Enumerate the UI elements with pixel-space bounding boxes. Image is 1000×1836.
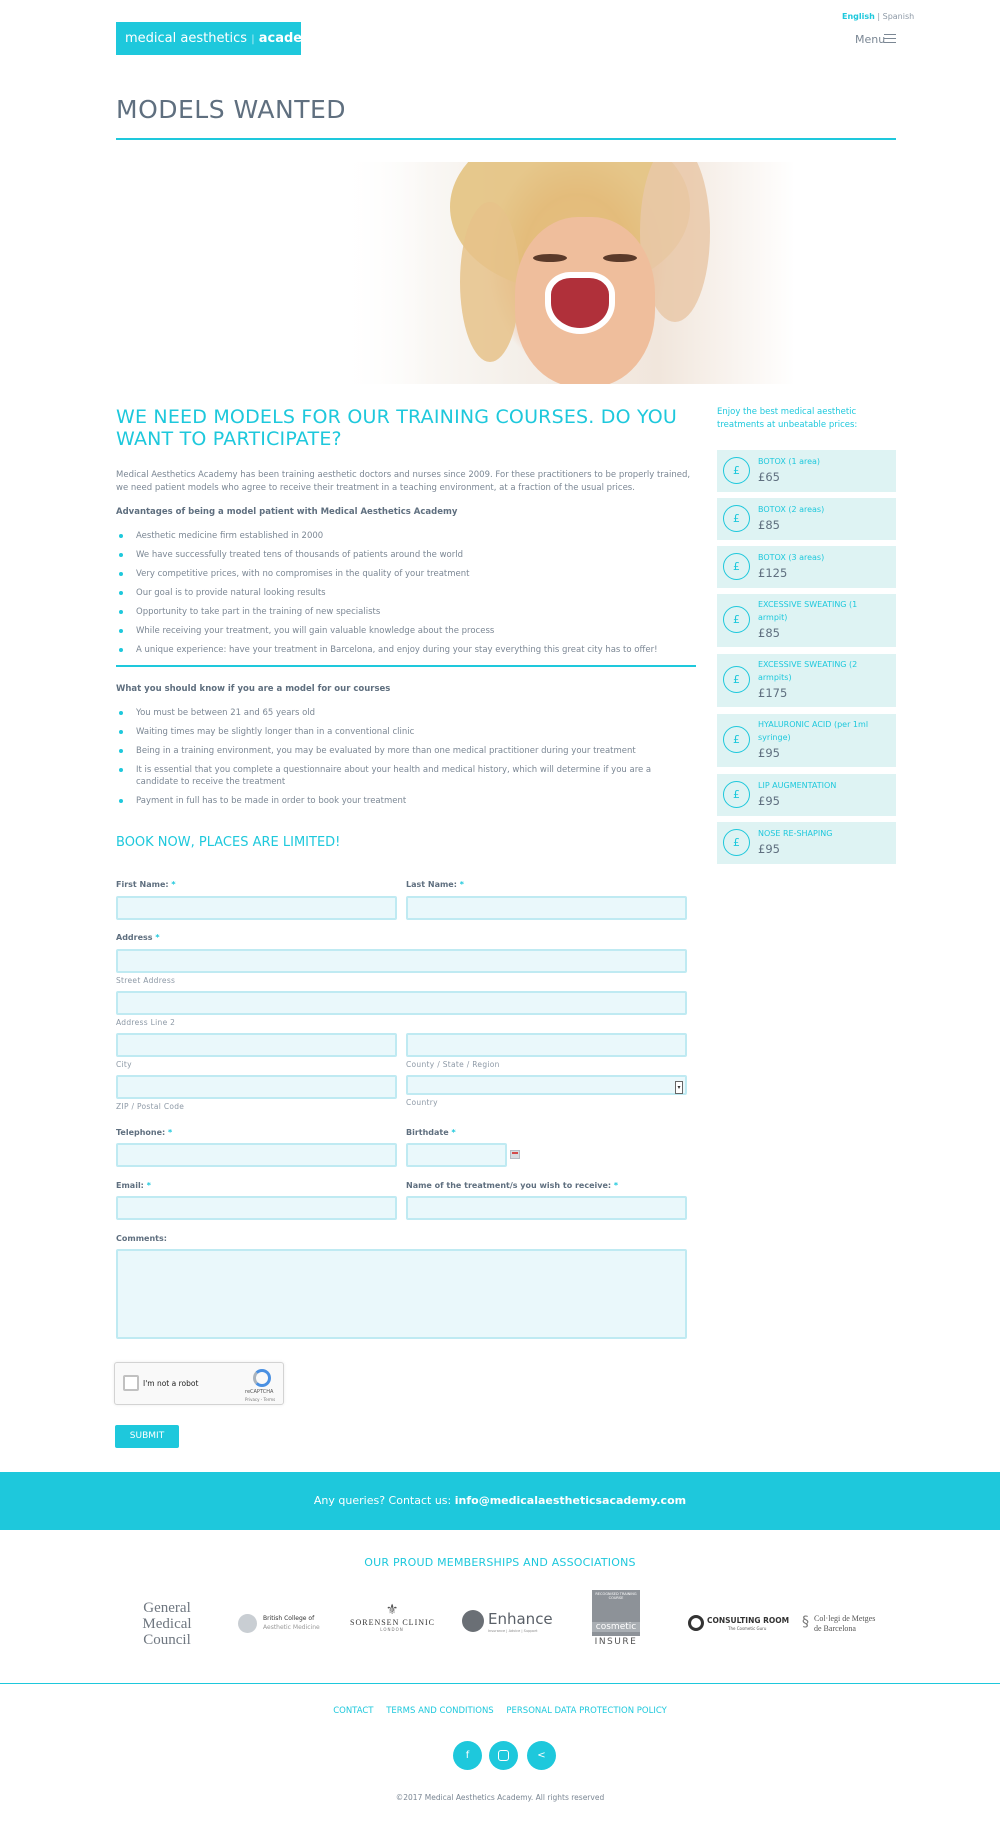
list-item: Aesthetic medicine firm established in 2000 [116, 530, 696, 542]
contact-band [0, 1472, 1000, 1530]
last-name-label-text: Last Name: [406, 880, 457, 889]
menu-label: Menu [855, 33, 886, 46]
enhance-logo [462, 1610, 553, 1640]
know-list [116, 707, 696, 807]
treatment-price: £95 [758, 794, 780, 808]
hero-eye-left [533, 254, 567, 262]
enhance-sub: Insurance | Advice | Support [488, 1629, 538, 1633]
pound-icon: £ [723, 781, 750, 808]
required-mark: * [155, 933, 160, 942]
treatment-price: £125 [758, 566, 788, 580]
list-item: You must be between 21 and 65 years old [116, 707, 696, 719]
treatment-name: LIP AUGMENTATION [758, 781, 837, 790]
pound-icon: £ [723, 726, 750, 753]
treatment-name: NOSE RE-SHAPING [758, 829, 833, 838]
price-card[interactable] [717, 654, 896, 707]
treatment-price: £95 [758, 842, 780, 856]
first-name-label-text: First Name: [116, 880, 169, 889]
price-card[interactable] [717, 498, 896, 540]
hero-image [340, 162, 795, 384]
consulting-room-emblem-icon [688, 1615, 704, 1631]
lang-spanish-link[interactable]: Spanish [882, 12, 915, 21]
zip-input[interactable] [116, 1075, 397, 1099]
address-line2-hint: Address Line 2 [116, 1018, 176, 1027]
know-title: What you should know if you are a model for our courses [116, 684, 391, 694]
sorensen-emblem-icon: ⚜ [385, 1602, 399, 1618]
pound-icon: £ [723, 553, 750, 580]
treatment-name: EXCESSIVE SWEATING (1 armpit) [758, 600, 858, 622]
telephone-label-text: Telephone: [116, 1128, 166, 1137]
address-label-text: Address [116, 933, 153, 942]
gmc-line: Council [143, 1632, 191, 1648]
list-item: A unique experience: have your treatment in Barcelona, and enjoy during your stay everything this great city has to offer! [116, 644, 696, 656]
advantages-title: Advantages of being a model patient with Medical Aesthetics Academy [116, 507, 458, 517]
last-name-input[interactable] [406, 896, 687, 920]
list-item: Payment in full has to be made in order to book your treatment [116, 795, 696, 807]
logo-text-strong: academy [258, 31, 325, 46]
consulting-room-name: CONSULTING ROOM [707, 1616, 790, 1625]
memberships-logos [0, 1592, 1000, 1652]
language-switcher [842, 12, 914, 21]
treatment-name: BOTOX (1 area) [758, 457, 821, 466]
instagram-glyph [498, 1750, 509, 1761]
email-input[interactable] [116, 1196, 397, 1220]
email-label [116, 1181, 151, 1190]
recaptcha-logo-icon [253, 1369, 271, 1387]
required-mark: * [451, 1128, 456, 1137]
sidebar-intro: Enjoy the best medical aesthetic treatments at unbeatable prices: [717, 407, 858, 430]
book-title: BOOK NOW, PLACES ARE LIMITED! [116, 835, 341, 850]
list-item: Our goal is to provide natural looking results [116, 587, 696, 599]
instagram-icon[interactable] [489, 1741, 518, 1770]
consulting-room-logo [688, 1614, 790, 1636]
cosmetic-badge-word: cosmetic [592, 1622, 640, 1632]
col-metges-emblem-icon: § [802, 1614, 809, 1630]
select-arrow-icon: ▾ [675, 1081, 683, 1094]
know-section [116, 684, 696, 814]
treatment-price: £65 [758, 470, 780, 484]
col-metges-line: de Barcelona [814, 1624, 856, 1633]
bcam-logo [238, 1612, 328, 1638]
footer-divider [0, 1683, 1000, 1684]
list-item: Waiting times may be slightly longer than in a conventional clinic [116, 726, 696, 738]
last-name-label [406, 880, 464, 889]
contact-email-link[interactable]: info@medicalaestheticsacademy.com [454, 1494, 687, 1507]
first-name-input[interactable] [116, 896, 397, 920]
cosmetic-insure-logo [592, 1590, 640, 1647]
required-mark: * [146, 1181, 151, 1190]
sorensen-logo [350, 1602, 434, 1632]
email-label-text: Email: [116, 1181, 144, 1190]
comments-label: Comments: [116, 1234, 167, 1243]
sorensen-name: SORENSEN CLINIC [350, 1618, 436, 1627]
address-line2-input[interactable] [116, 991, 687, 1015]
country-select[interactable] [406, 1075, 687, 1095]
submit-button[interactable]: SUBMIT [115, 1425, 179, 1448]
street-address-hint: Street Address [116, 976, 176, 985]
memberships-title: OUR PROUD MEMBERSHIPS AND ASSOCIATIONS [364, 1556, 636, 1569]
bcam-line: Aesthetic Medicine [263, 1624, 320, 1631]
treatment-price: £85 [758, 518, 780, 532]
hero-hair-left [460, 202, 520, 362]
footer-link-contact[interactable]: CONTACT [333, 1706, 374, 1716]
pound-icon: £ [723, 829, 750, 856]
county-hint: County / State / Region [406, 1060, 500, 1069]
section-divider [116, 665, 696, 667]
main-headline: WE NEED MODELS FOR OUR TRAINING COURSES. DO YOU WANT TO PARTICIPATE? [116, 406, 678, 450]
intro-paragraph: Medical Aesthetics Academy has been training aesthetic doctors and nurses since 2009. For these practitioners to be properly trained, we need patient models who agree to receive their treatment in a teaching environment, at a fraction of the usual prices. [116, 470, 691, 493]
treatment-name: EXCESSIVE SWEATING (2 armpits) [758, 660, 858, 682]
list-item: We have successfully treated tens of thousands of patients around the world [116, 549, 696, 561]
required-mark: * [613, 1181, 619, 1190]
facebook-icon[interactable]: f [453, 1741, 482, 1770]
required-mark: * [171, 880, 176, 889]
cosmetic-badge-top: RECOGNISED TRAINING COURSE [595, 1592, 637, 1600]
treatment-price: £175 [758, 686, 788, 700]
cosmetic-badge [592, 1590, 640, 1636]
price-card[interactable] [717, 774, 896, 816]
list-item: Opportunity to take part in the training of new specialists [116, 606, 696, 618]
title-divider [116, 138, 896, 140]
treatment-name: BOTOX (3 areas) [758, 553, 825, 562]
required-mark: * [168, 1128, 173, 1137]
country-hint: Country [406, 1098, 438, 1107]
telephone-label [116, 1128, 172, 1137]
birthdate-label-text: Birthdate [406, 1128, 449, 1137]
street-address-input[interactable] [116, 949, 687, 973]
advantages-list [116, 530, 696, 656]
price-card[interactable] [717, 450, 896, 492]
city-hint: City [116, 1060, 132, 1069]
enhance-emblem-icon [462, 1610, 484, 1632]
contact-text: Any queries? Contact us: [313, 1494, 455, 1507]
hero-mouth [545, 272, 615, 334]
address-label [116, 933, 160, 942]
logo-pipe: | [251, 34, 255, 45]
lang-separator: | [874, 12, 883, 21]
enhance-name: Enhance [488, 1610, 553, 1628]
col-metges-logo [802, 1612, 892, 1638]
logo-text-light: medical aesthetics [125, 31, 248, 46]
county-input[interactable] [406, 1033, 687, 1057]
city-input[interactable] [116, 1033, 397, 1057]
birthdate-input[interactable] [406, 1143, 507, 1167]
treatment-price: £85 [758, 626, 780, 640]
pound-icon: £ [723, 457, 750, 484]
site-logo[interactable] [116, 22, 325, 55]
required-mark: * [459, 880, 464, 889]
page-title: MODELS WANTED [116, 95, 347, 124]
treatment-name: HYALURONIC ACID (per 1ml syringe) [758, 720, 869, 742]
footer-link-privacy[interactable]: PERSONAL DATA PROTECTION POLICY [506, 1706, 667, 1716]
list-item: It is essential that you complete a questionnaire about your health and medical history, which will determine if you are a candidate to receive the treatment [116, 764, 696, 788]
bcam-line: British College of [263, 1615, 315, 1622]
pound-icon: £ [723, 505, 750, 532]
gmc-line: General [143, 1600, 191, 1616]
birthdate-label [406, 1128, 456, 1137]
calendar-icon[interactable] [510, 1150, 520, 1159]
first-name-label [116, 880, 176, 889]
list-item: Being in a training environment, you may be evaluated by more than one medical practitioner during your treatment [116, 745, 696, 757]
treatment-label [406, 1181, 618, 1190]
consulting-room-sub: The Cosmetic Guru [728, 1626, 767, 1631]
main-content [116, 406, 696, 663]
price-card[interactable] [717, 594, 896, 647]
footer-link-terms[interactable]: TERMS AND CONDITIONS [386, 1706, 494, 1716]
telephone-input[interactable] [116, 1143, 397, 1167]
lang-english-link[interactable]: English [842, 12, 875, 21]
price-card[interactable] [717, 822, 896, 864]
recaptcha-brand: reCAPTCHA [245, 1389, 274, 1395]
recaptcha-label: I'm not a robot [143, 1379, 199, 1388]
hero-eye-right [603, 254, 637, 262]
footer-links [0, 1706, 1000, 1716]
pound-icon: £ [723, 606, 750, 633]
treatment-name: BOTOX (2 areas) [758, 505, 825, 514]
treatment-label-text: Name of the treatment/s you wish to receive: [406, 1181, 612, 1190]
list-item: Very competitive prices, with no compromises in the quality of your treatment [116, 568, 696, 580]
pound-icon: £ [723, 666, 750, 693]
hero-fade [340, 162, 430, 384]
recaptcha-widget [114, 1362, 284, 1405]
hamburger-icon [884, 34, 896, 43]
recaptcha-terms[interactable]: Privacy - Terms [245, 1397, 276, 1402]
sorensen-sub: LONDON [380, 1627, 404, 1632]
price-card[interactable] [717, 546, 896, 588]
bcam-emblem-icon [238, 1614, 257, 1633]
comments-textarea[interactable] [116, 1249, 687, 1339]
menu-button[interactable] [855, 33, 885, 46]
price-card[interactable] [717, 714, 896, 767]
list-item: While receiving your treatment, you will gain valuable knowledge about the process [116, 625, 696, 637]
zip-hint: ZIP / Postal Code [116, 1102, 185, 1111]
recaptcha-checkbox[interactable] [123, 1375, 139, 1391]
insure-word: INSURE [594, 1637, 638, 1647]
treatment-price: £95 [758, 746, 780, 760]
share-icon[interactable]: < [527, 1741, 556, 1770]
col-metges-line: Col·legi de Metges [814, 1614, 876, 1623]
copyright: ©2017 Medical Aesthetics Academy. All rights reserved [395, 1793, 605, 1802]
treatment-input[interactable] [406, 1196, 687, 1220]
gmc-logo [132, 1600, 202, 1648]
gmc-line: Medical [142, 1616, 192, 1632]
